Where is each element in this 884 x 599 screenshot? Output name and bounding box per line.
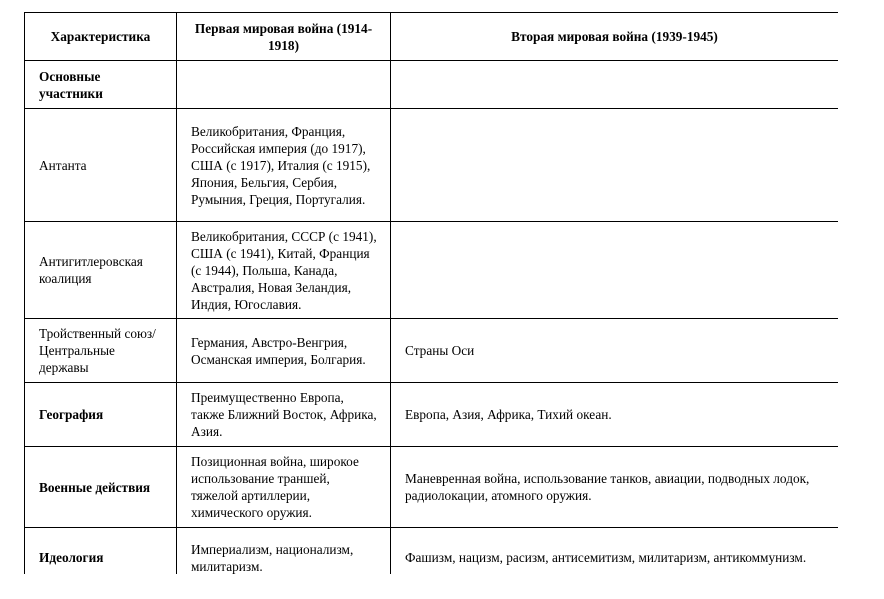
ww2-cell	[391, 61, 839, 109]
header-row	[25, 13, 839, 61]
table-row	[25, 447, 839, 528]
table-row	[25, 528, 839, 575]
table-row	[25, 383, 839, 447]
table-row	[25, 319, 839, 383]
row-label: Антанта	[25, 109, 177, 222]
row-label: Военные действия	[25, 447, 177, 528]
table-row	[25, 222, 839, 319]
ww1-cell: Позиционная война, широкое использование траншей, тяжелой артиллерии, химического оружия.	[177, 447, 391, 528]
ww1-cell: Преимущественно Европа, также Ближний Восток, Африка, Азия.	[177, 383, 391, 447]
ww2-cell	[391, 222, 839, 319]
ww1-cell	[177, 61, 391, 109]
table-row	[25, 109, 839, 222]
row-label: Тройственный союз/Центральные державы	[25, 319, 177, 383]
ww1-cell: Германия, Австро-Венгрия, Османская империя, Болгария.	[177, 319, 391, 383]
ww2-cell: Европа, Азия, Африка, Тихий океан.	[391, 383, 839, 447]
ww1-cell: Империализм, национализм, милитаризм.	[177, 528, 391, 575]
row-label: Идеология	[25, 528, 177, 575]
row-label: Основные участники	[25, 61, 177, 109]
row-label: Антигитлеровская коалиция	[25, 222, 177, 319]
ww2-cell: Страны Оси	[391, 319, 839, 383]
comparison-table	[24, 12, 838, 574]
ww1-cell: Великобритания, Франция, Российская империя (до 1917), США (с 1917), Италия (с 1915), Япония, Бельгия, Сербия, Румыния, Греция, Португалия.	[177, 109, 391, 222]
ww1-cell: Великобритания, СССР (с 1941), США (с 1941), Китай, Франция (с 1944), Польша, Канада, Австралия, Новая Зеландия, Индия, Югославия.	[177, 222, 391, 319]
ww2-cell: Маневренная война, использование танков, авиации, подводных лодок, радиолокации, атомного оружия.	[391, 447, 839, 528]
header-ww1: Первая мировая война (1914-1918)	[177, 13, 391, 61]
ww2-cell	[391, 109, 839, 222]
table-row	[25, 61, 839, 109]
header-characteristic: Характеристика	[25, 13, 177, 61]
ww2-cell: Фашизм, нацизм, расизм, антисемитизм, милитаризм, антикоммунизм.	[391, 528, 839, 575]
row-label: География	[25, 383, 177, 447]
header-ww2: Вторая мировая война (1939-1945)	[391, 13, 839, 61]
comparison-table-container	[24, 12, 838, 574]
